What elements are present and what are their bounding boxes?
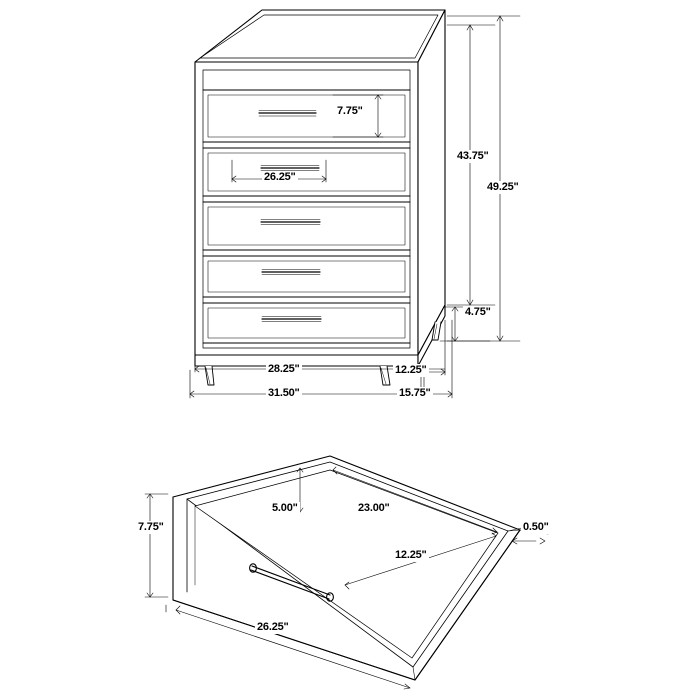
dim-drawer-box-height: 7.75"	[138, 521, 164, 533]
dim-drawer-interior-depth: 12.25"	[395, 549, 427, 561]
dim-leg-height: 4.75"	[465, 306, 491, 318]
dim-drawer-interior-length: 23.00"	[358, 502, 390, 514]
dim-overall-depth: 15.75"	[399, 387, 431, 399]
dim-drawer-face-height: 7.75"	[337, 105, 363, 117]
dim-drawer-face-width: 26.25"	[264, 171, 296, 183]
dim-drawer-panel-thickness: 0.50"	[523, 521, 549, 533]
dim-overall-width: 31.50"	[268, 387, 300, 399]
dim-drawer-interior-height: 5.00"	[272, 502, 298, 514]
dim-case-depth: 12.25"	[395, 364, 427, 376]
dim-case-width: 28.25"	[268, 363, 300, 375]
dim-case-height: 43.75"	[457, 150, 489, 162]
dim-overall-height: 49.25"	[487, 181, 519, 193]
dim-drawer-overall-width: 26.25"	[257, 621, 289, 633]
